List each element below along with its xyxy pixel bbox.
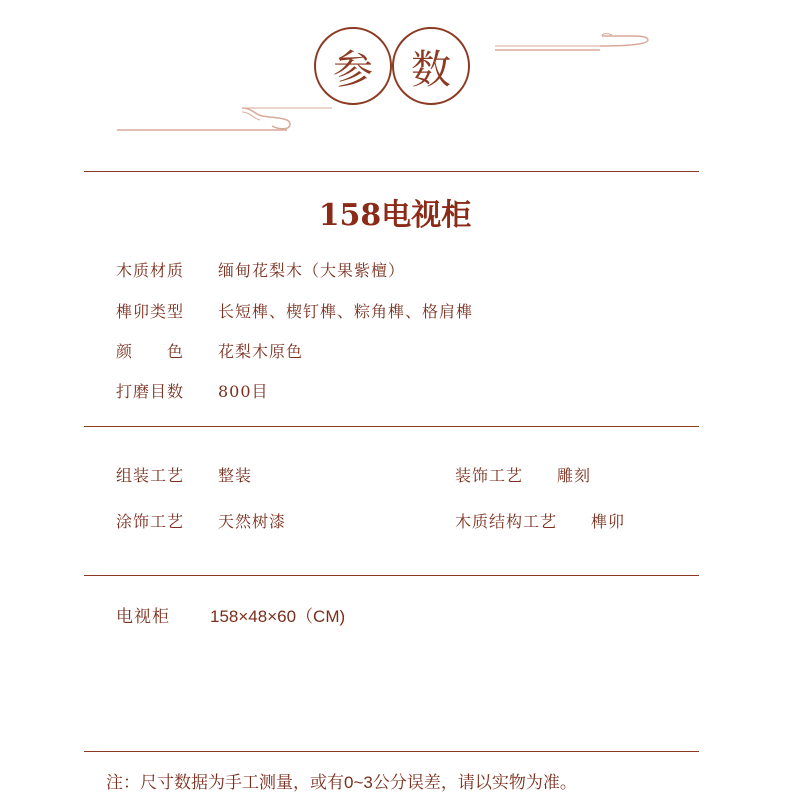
craft-value-assembly: 整装: [218, 466, 253, 485]
craft-value-structure: 榫卯: [591, 512, 626, 531]
product-title: 158电视柜: [318, 198, 472, 233]
divider-bottom: [84, 751, 699, 752]
divider-lower: [84, 575, 699, 576]
cloud-decoration-left: [112, 100, 342, 135]
spec-value-joinery: 长短榫、楔钉榫、粽角榫、格肩榫: [218, 302, 474, 321]
dimension-value: 158×48×60（CM): [210, 607, 346, 626]
cloud-decoration-right: [490, 30, 660, 60]
measurement-note: 注：尺寸数据为手工测量，或有0~3公分误差，请以实物为准。: [106, 773, 577, 792]
dimension-label: 电视柜: [116, 607, 170, 626]
header-char-circle-2: [392, 27, 470, 105]
spec-label-color: 颜 色: [116, 342, 185, 361]
header-char-circle-1: [314, 27, 392, 105]
spec-label-material: 木质材质: [116, 261, 185, 280]
craft-value-finishing: 天然树漆: [218, 512, 287, 531]
craft-label-finishing: 涂饰工艺: [116, 512, 185, 531]
spec-value-color: 花梨木原色: [218, 342, 304, 361]
spec-value-polish: 800目: [218, 382, 269, 401]
craft-label-assembly: 组装工艺: [116, 466, 185, 485]
divider-middle: [84, 426, 699, 427]
craft-label-decoration: 装饰工艺: [455, 466, 524, 485]
spec-value-material: 缅甸花梨木（大果紫檀）: [218, 261, 406, 280]
craft-label-structure: 木质结构工艺: [455, 512, 558, 531]
divider-top: [84, 171, 699, 172]
header-char-1: 参: [333, 46, 373, 93]
header-char-2: 数: [411, 46, 451, 93]
spec-label-polish: 打磨目数: [116, 382, 185, 401]
craft-value-decoration: 雕刻: [557, 466, 592, 485]
spec-label-joinery: 榫卯类型: [116, 302, 185, 321]
